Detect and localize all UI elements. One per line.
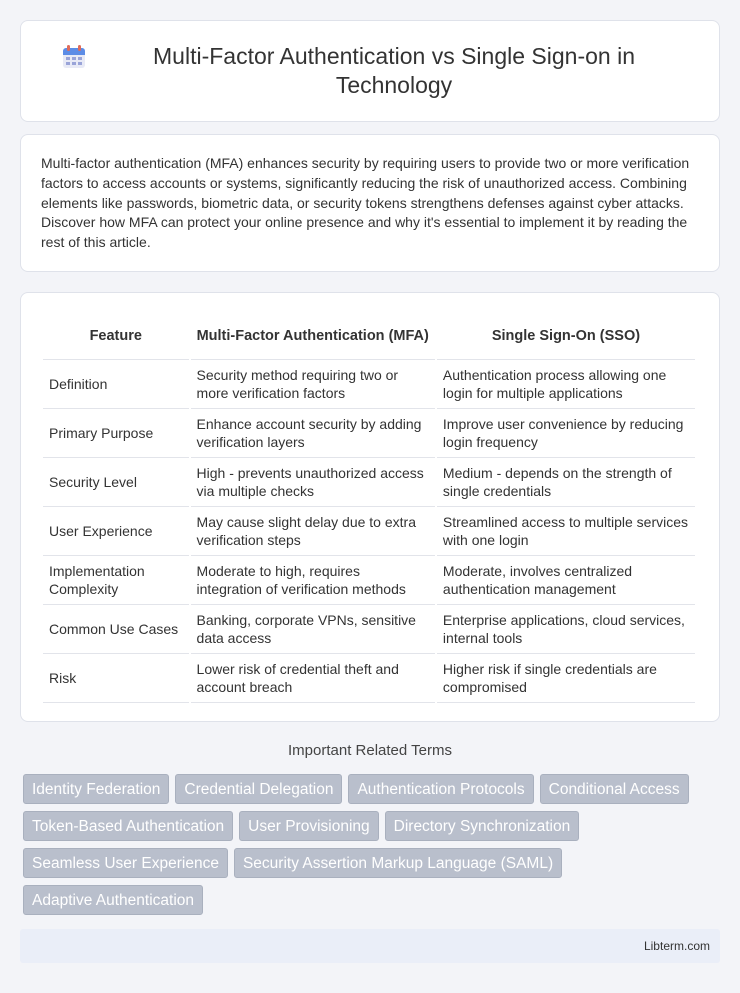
header-sso: Single Sign-On (SSO) bbox=[437, 311, 695, 360]
page-title: Multi-Factor Authentication vs Single Sign-on in Technology bbox=[153, 43, 635, 98]
row-feature: Definition bbox=[43, 360, 189, 409]
intro-paragraph: Multi-factor authentication (MFA) enhances security by requiring users to provide two or more verification factors to access accounts or systems, significantly reducing the risk of unauthorized access. Combining elements like passwords, biometric data, or security tokens strengthens defenses against cyber attacks. Discover how MFA can protect your online presence and why it's essential to implement it by reading the rest of this article. bbox=[41, 155, 690, 251]
table-row bbox=[43, 654, 695, 703]
row-sso: Enterprise applications, cloud services, internal tools bbox=[437, 605, 695, 654]
row-feature: Security Level bbox=[43, 458, 189, 507]
tag-saml[interactable]: Security Assertion Markup Language (SAML) bbox=[234, 848, 562, 878]
row-mfa: Banking, corporate VPNs, sensitive data access bbox=[191, 605, 435, 654]
footer-brand[interactable]: Libterm.com bbox=[643, 939, 710, 953]
header-feature: Feature bbox=[43, 311, 189, 360]
header-mfa: Multi-Factor Authentication (MFA) bbox=[191, 311, 435, 360]
tag-credential-delegation[interactable]: Credential Delegation bbox=[175, 774, 342, 804]
row-mfa: Enhance account security by adding verification layers bbox=[191, 409, 435, 458]
table-row bbox=[43, 360, 695, 409]
tag-authentication-protocols[interactable]: Authentication Protocols bbox=[348, 774, 533, 804]
tag-user-provisioning[interactable]: User Provisioning bbox=[239, 811, 378, 841]
tag-seamless-user-experience[interactable]: Seamless User Experience bbox=[23, 848, 228, 878]
tag-directory-synchronization[interactable]: Directory Synchronization bbox=[385, 811, 580, 841]
table-row bbox=[43, 556, 695, 605]
footer bbox=[20, 929, 720, 963]
row-feature: User Experience bbox=[43, 507, 189, 556]
row-feature: Implementation Complexity bbox=[43, 556, 189, 605]
row-sso: Medium - depends on the strength of single credentials bbox=[437, 458, 695, 507]
row-feature: Common Use Cases bbox=[43, 605, 189, 654]
intro-card bbox=[20, 134, 720, 272]
row-feature: Risk bbox=[43, 654, 189, 703]
row-feature: Primary Purpose bbox=[43, 409, 189, 458]
table-row bbox=[43, 458, 695, 507]
related-terms-title: Important Related Terms bbox=[288, 742, 452, 759]
tag-token-based-authentication[interactable]: Token-Based Authentication bbox=[23, 811, 233, 841]
row-mfa: Moderate to high, requires integration of verification methods bbox=[191, 556, 435, 605]
tag-conditional-access[interactable]: Conditional Access bbox=[540, 774, 689, 804]
row-mfa: Security method requiring two or more verification factors bbox=[191, 360, 435, 409]
row-mfa: May cause slight delay due to extra verification steps bbox=[191, 507, 435, 556]
comparison-table bbox=[41, 311, 697, 703]
tag-adaptive-authentication[interactable]: Adaptive Authentication bbox=[23, 885, 203, 915]
table-row bbox=[43, 409, 695, 458]
tag-identity-federation[interactable]: Identity Federation bbox=[23, 774, 169, 804]
header-card bbox=[20, 20, 720, 122]
calendar-icon bbox=[61, 44, 87, 70]
table-row bbox=[43, 605, 695, 654]
row-sso: Improve user convenience by reducing login frequency bbox=[437, 409, 695, 458]
comparison-table-card bbox=[20, 292, 720, 722]
row-sso: Authentication process allowing one login for multiple applications bbox=[437, 360, 695, 409]
row-mfa: Lower risk of credential theft and account breach bbox=[191, 654, 435, 703]
related-terms-tags bbox=[23, 774, 723, 915]
row-mfa: High - prevents unauthorized access via multiple checks bbox=[191, 458, 435, 507]
table-header-row bbox=[43, 311, 695, 360]
row-sso: Moderate, involves centralized authentication management bbox=[437, 556, 695, 605]
table-row bbox=[43, 507, 695, 556]
row-sso: Streamlined access to multiple services with one login bbox=[437, 507, 695, 556]
row-sso: Higher risk if single credentials are compromised bbox=[437, 654, 695, 703]
